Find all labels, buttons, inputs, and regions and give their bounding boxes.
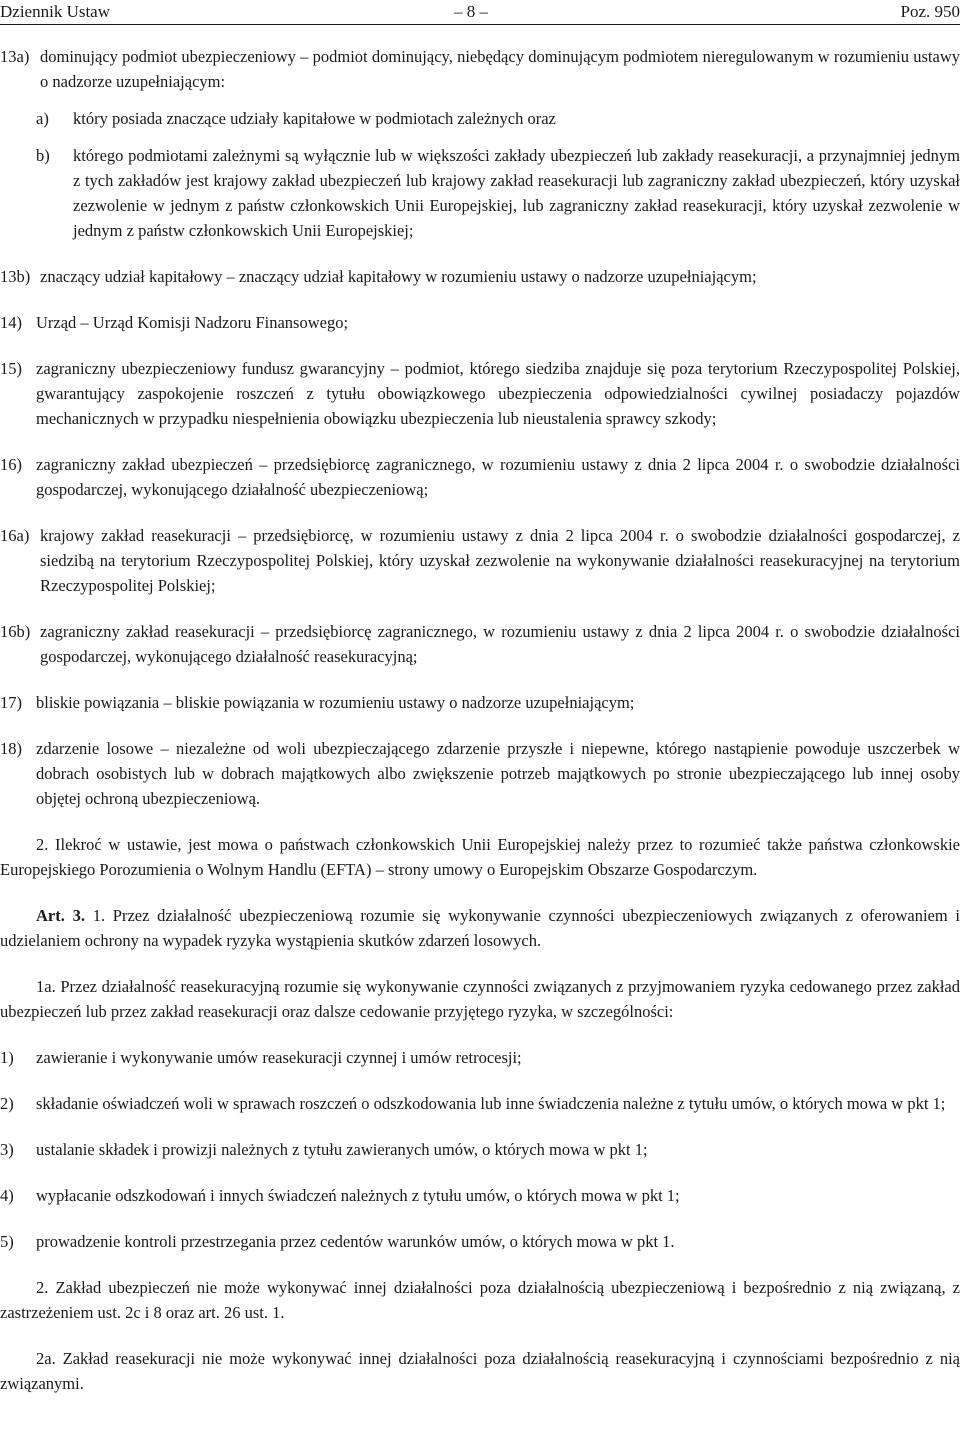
item-13a [0,44,960,94]
page-header [0,0,960,24]
item-text: zagraniczny zakład ubezpieczeń – przedsiębiorcę zagranicznego, w rozumieniu ustawy z dnia 2 lipca 2004 r. o swobodzie działalności gospodarczej, wykonującego działalność ubezpieczeniową; [36,455,960,499]
document-body [0,44,960,1417]
list-label: 5) [0,1232,14,1251]
item-15 [0,356,960,431]
article-label: Art. 3. [36,906,85,925]
item-text: bliskie powiązania – bliskie powiązania w rozumieniu ustawy o nadzorze uzupełniającym; [36,693,635,712]
item-text: zdarzenie losowe – niezależne od woli ubezpieczającego zdarzenie przyszłe i niepewne, którego nastąpienie powoduje uszczerbek w dobrach osobistych lub w dobrach majątkowych albo zwiększenie potrzeb majątkowych po stronie ubezpieczającego lub innej osoby objętej ochroną ubezpieczeniową. [36,739,960,808]
article-3-paragraph-1 [0,903,960,953]
item-text: znaczący udział kapitałowy – znaczący udział kapitałowy w rozumieniu ustawy o nadzorze uzupełniającym; [40,267,757,286]
list-item-1 [0,1045,960,1070]
subitem-13a-a [0,106,960,131]
item-text: krajowy zakład reasekuracji – przedsiębiorcę, w rozumieniu ustawy z dnia 2 lipca 2004 r. o swobodzie działalności gospodarczej, z siedzibą na terytorium Rzeczypospolitej Polskiej, który uzyskał zezwolenie na wykonywanie działalności reasekuracyjnej na terytorium Rzeczypospolitej Polskiej; [40,526,960,595]
item-text: Urząd – Urząd Komisji Nadzoru Finansowego; [36,313,349,332]
paragraph-1a: 1a. Przez działalność reasekuracyjną rozumie się wykonywanie czynności związanych z przyjmowaniem ryzyka cedowanego przez zakład ubezpieczeń lub przez zakład reasekuracji oraz dalsze cedowanie przyjętego ryzyka, w szczególności: [0,977,960,1021]
item-16b [0,619,960,669]
list-item-2 [0,1091,960,1116]
item-18 [0,736,960,811]
item-text: zagraniczny ubezpieczeniowy fundusz gwarancyjny – podmiot, którego siedziba znajduje się poza terytorium Rzeczypospolitej Polskiej, gwarantujący zaspokojenie roszczeń z tytułu obowiązkowego ubezpieczenia odpowiedzialności cywilnej posiadaczy pojazdów mechanicznych w przypadku niespełnienia obowiązku ubezpieczenia lub nieustalenia sprawcy szkody; [36,359,960,428]
paragraph-2-efta: 2. Ilekroć w ustawie, jest mowa o państwach członkowskich Unii Europejskiej należy przez to rozumieć także państwa członkowskie Europejskiego Porozumienia o Wolnym Handlu (EFTA) – strony umowy o Europejskim Obszarze Gospodarczym. [0,835,960,879]
list-item-4 [0,1183,960,1208]
page-number: – 8 – [454,2,488,21]
list-text: prowadzenie kontroli przestrzegania przez cedentów warunków umów, o których mowa w pkt 1. [36,1232,675,1251]
list-label: 1) [0,1048,14,1067]
item-label: 13a) [0,47,30,66]
item-text: zagraniczny zakład reasekuracji – przedsiębiorcę zagranicznego, w rozumieniu ustawy z dnia 2 lipca 2004 r. o swobodzie działalności gospodarczej, wykonującego działalność reasekuracyjną; [40,622,960,666]
item-label: 16b) [0,622,31,641]
subitem-text: który posiada znaczące udziały kapitałowe w podmiotach zależnych oraz [73,109,556,128]
list-item-3 [0,1137,960,1162]
list-label: 3) [0,1140,14,1159]
paragraph-2a-reinsurer: 2a. Zakład reasekuracji nie może wykonywać innej działalności poza działalnością reasekuracyjną i czynnościami bezpośrednio z nią związanymi. [0,1349,960,1393]
list-text: zawieranie i wykonywanie umów reasekuracji czynnej i umów retrocesji; [36,1048,522,1067]
subitem-label: b) [36,146,50,165]
position-number: Poz. 950 [900,2,960,21]
subitem-text: którego podmiotami zależnymi są wyłącznie lub w większości zakłady ubezpieczeń lub zakłady reasekuracji, a przynajmniej jednym z tych zakładów jest krajowy zakład ubezpieczeń lub krajowy zakład reasekuracji lub zagraniczny zakład ubezpieczeń, który uzyskał zezwolenie w jednym z państw członkowskich Unii Europejskiej, lub zagraniczny zakład reasekuracji, który uzyskał zezwolenie w jednym z państw członkowskich Unii Europejskiej; [73,146,960,240]
item-label: 16a) [0,526,30,545]
paragraph-2-insurer: 2. Zakład ubezpieczeń nie może wykonywać innej działalności poza działalnością ubezpieczeniową i bezpośrednio z nią związaną, z zastrzeżeniem ust. 2c i 8 oraz art. 26 ust. 1. [0,1278,960,1322]
journal-title: Dziennik Ustaw [0,2,111,21]
list-text: wypłacanie odszkodowań i innych świadczeń należnych z tytułu umów, o których mowa w pkt 1; [36,1186,680,1205]
item-label: 14) [0,313,22,332]
item-13b [0,264,960,289]
item-label: 17) [0,693,22,712]
item-text: dominujący podmiot ubezpieczeniowy – podmiot dominujący, niebędący dominującym podmiotem nieregulowanym w rozumieniu ustawy o nadzorze uzupełniającym: [40,47,960,91]
item-14 [0,310,960,335]
item-label: 16) [0,455,22,474]
subitem-label: a) [36,109,49,128]
item-17 [0,690,960,715]
item-16a [0,523,960,598]
list-text: ustalanie składek i prowizji należnych z tytułu zawieranych umów, o których mowa w pkt 1; [36,1140,648,1159]
item-label: 13b) [0,267,31,286]
list-label: 2) [0,1094,14,1113]
list-text: składanie oświadczeń woli w sprawach roszczeń o odszkodowania lub inne świadczenia należne z tytułu umów, o których mowa w pkt 1; [36,1094,946,1113]
list-label: 4) [0,1186,14,1205]
subitem-13a-b [0,143,960,243]
list-item-5 [0,1229,960,1254]
item-label: 18) [0,739,22,758]
header-rule [0,24,960,25]
item-16 [0,452,960,502]
article-text: 1. Przez działalność ubezpieczeniową rozumie się wykonywanie czynności ubezpieczeniowych związanych z oferowaniem i udzielaniem ochrony na wypadek ryzyka wystąpienia skutków zdarzeń losowych. [0,906,960,950]
item-label: 15) [0,359,22,378]
